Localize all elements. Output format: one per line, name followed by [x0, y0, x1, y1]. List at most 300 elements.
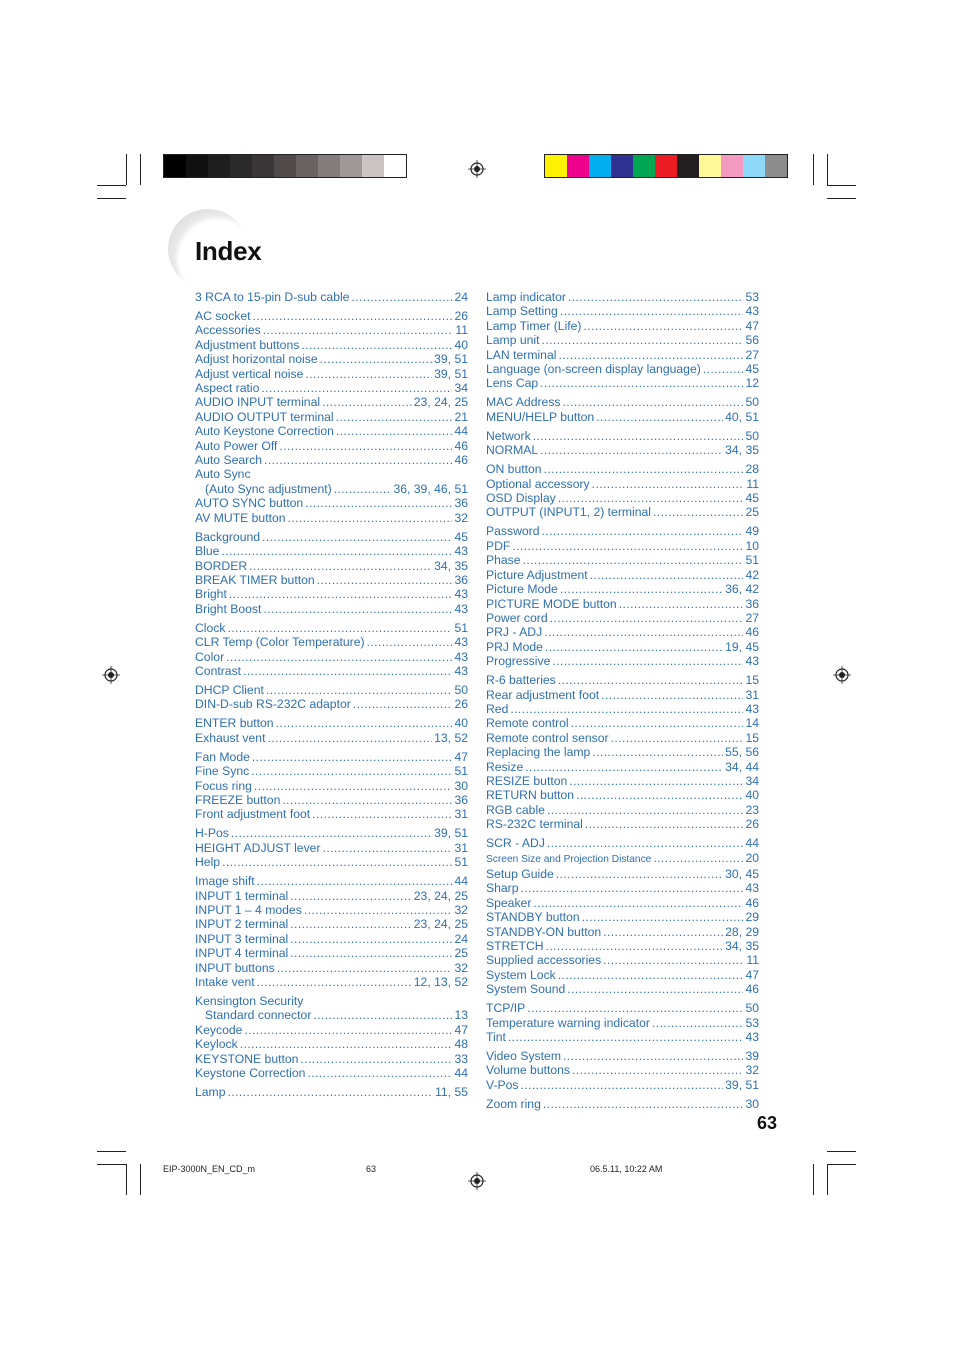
index-entry-label: H-Pos	[195, 826, 229, 841]
index-entry-page: 46	[745, 895, 759, 910]
dot-leader	[590, 568, 744, 582]
index-entry-label: RGB cable	[486, 802, 545, 817]
index-entry-label: Adjust vertical noise	[195, 366, 304, 381]
index-entry-label: FREEZE button	[195, 792, 281, 807]
dot-leader	[601, 688, 743, 702]
index-entry	[195, 731, 468, 745]
dot-leader	[307, 1066, 452, 1080]
index-entry	[486, 348, 759, 362]
index-entry-label: Clock	[195, 620, 226, 635]
index-entry	[195, 530, 468, 544]
registration-mark-icon	[468, 1172, 486, 1190]
index-entry	[486, 851, 759, 867]
index-entry	[195, 903, 468, 917]
index-entry-label: NORMAL	[486, 443, 539, 458]
dot-leader	[276, 716, 453, 730]
index-entry-page: 23, 24, 25	[413, 888, 468, 903]
index-entry-page: 11	[746, 476, 759, 491]
dot-leader	[546, 939, 724, 953]
index-entry-label: Adjust horizontal noise	[195, 352, 318, 367]
process-color-bar	[544, 154, 788, 178]
index-entry	[486, 731, 759, 745]
index-entry	[195, 453, 468, 467]
index-entry	[195, 559, 468, 573]
index-entry	[195, 1023, 468, 1037]
index-entry	[195, 410, 468, 424]
index-entry-label: PICTURE MODE button	[486, 596, 617, 611]
index-entry	[486, 477, 759, 491]
dot-leader	[290, 889, 412, 903]
index-entry	[195, 621, 468, 635]
index-entry-page: 50	[745, 1001, 759, 1016]
dot-leader	[222, 855, 452, 869]
color-swatch	[252, 155, 274, 177]
index-entry-label: CLR Temp (Color Temperature)	[195, 635, 365, 650]
dot-leader	[336, 410, 453, 424]
index-entry	[486, 625, 759, 639]
index-entry-page: 13	[454, 1008, 468, 1023]
index-entry-label: Screen Size and Projection Distance	[486, 853, 652, 865]
index-entry-page: 51	[745, 553, 759, 568]
index-entry-label: Contrast	[195, 663, 242, 678]
index-entry	[195, 602, 468, 616]
index-entry-label: Exhaust vent	[195, 730, 266, 745]
index-entry-page: 24	[454, 290, 468, 304]
dot-leader	[304, 903, 453, 917]
index-entry	[486, 395, 759, 409]
index-entry	[195, 544, 468, 558]
index-entry	[486, 925, 759, 939]
index-entry	[486, 539, 759, 553]
page-number: 63	[757, 1113, 778, 1133]
index-entry-page: 10	[745, 538, 759, 553]
dot-leader	[567, 982, 743, 996]
dot-leader	[261, 381, 452, 395]
index-entry-page: 40	[454, 716, 468, 731]
index-entry-page: 43	[745, 304, 759, 319]
dot-leader	[545, 640, 723, 654]
dot-leader	[312, 807, 452, 821]
index-entry-page: 11	[455, 323, 468, 338]
index-entry-label: Lamp Setting	[486, 304, 558, 319]
dot-leader	[558, 968, 744, 982]
index-entry-page: 51	[454, 620, 468, 635]
index-entry	[195, 309, 468, 323]
index-entry-page: 43	[454, 635, 468, 650]
index-entry-label: Lamp	[195, 1085, 226, 1100]
dot-leader	[267, 731, 432, 745]
index-entry-label: INPUT 1 terminal	[195, 888, 289, 903]
index-entry	[195, 496, 468, 510]
index-entry-label: Picture Adjustment	[486, 567, 588, 582]
index-entry-page: 14	[745, 716, 759, 731]
index-entry	[195, 511, 468, 525]
color-swatch	[230, 155, 252, 177]
dot-leader	[584, 319, 744, 333]
index-entry-label: Video System	[486, 1049, 561, 1064]
dot-leader	[543, 1097, 744, 1111]
index-entry-page: 12, 13, 52	[413, 975, 468, 990]
index-entry	[195, 352, 468, 366]
index-entry-label: ON button	[486, 462, 542, 477]
index-entry	[486, 939, 759, 953]
index-entry	[486, 376, 759, 390]
dot-leader	[703, 362, 744, 376]
index-entry-label: DIN-D-sub RS-232C adaptor	[195, 697, 351, 712]
index-entry-page: 23	[745, 802, 759, 817]
index-entry	[486, 1030, 759, 1044]
index-entry	[195, 424, 468, 438]
index-entry-page: 31	[745, 687, 759, 702]
dot-leader	[228, 1085, 434, 1099]
dot-leader	[592, 477, 745, 491]
index-entry-label: Resize	[486, 759, 524, 774]
dot-leader	[547, 803, 744, 817]
index-entry-page: 29	[745, 910, 759, 925]
index-entry	[195, 750, 468, 764]
index-entry	[195, 994, 468, 1008]
index-entry	[486, 881, 759, 895]
index-entry-label: Keystone Correction	[195, 1066, 306, 1081]
index-entry-page: 51	[454, 855, 468, 870]
index-entry	[195, 290, 468, 304]
dot-leader	[523, 553, 744, 567]
dot-leader	[512, 539, 743, 553]
index-entry-label: Accessories	[195, 323, 261, 338]
index-entry-page: 31	[454, 807, 468, 822]
index-entry	[486, 654, 759, 668]
index-entry-label: Setup Guide	[486, 867, 554, 881]
index-entry	[486, 788, 759, 802]
index-entry	[486, 568, 759, 582]
index-entry-page: 25	[454, 946, 468, 961]
index-entry-page: 26	[745, 817, 759, 832]
dot-leader	[252, 750, 453, 764]
index-entry	[486, 1049, 759, 1063]
index-entry	[486, 491, 759, 505]
index-entry	[486, 429, 759, 443]
index-entry-page: 47	[454, 749, 468, 764]
index-entry	[195, 439, 468, 453]
index-entry-page: 13, 52	[434, 730, 468, 745]
index-entry-page: 30	[745, 1096, 759, 1111]
index-entry	[486, 760, 759, 774]
index-entry-label: (Auto Sync adjustment)	[205, 481, 332, 496]
index-entry-label: Auto Power Off	[195, 438, 278, 453]
index-entry-label: AC socket	[195, 309, 251, 323]
color-swatch	[208, 155, 230, 177]
index-entry-page: 34	[454, 381, 468, 396]
index-entry-page: 44	[454, 874, 468, 889]
index-entry-page: 50	[745, 428, 759, 443]
dot-leader	[540, 376, 743, 390]
dot-leader	[592, 745, 723, 759]
index-entry-label: Temperature warning indicator	[486, 1015, 650, 1030]
index-entry	[486, 910, 759, 924]
index-entry-label: AV MUTE button	[195, 510, 286, 525]
dot-leader	[576, 788, 743, 802]
index-entry-page: 36	[454, 572, 468, 587]
color-swatch	[296, 155, 318, 177]
index-entry	[195, 482, 468, 496]
dot-leader	[540, 443, 723, 457]
index-entry-page: 26	[454, 697, 468, 712]
index-entry-page: 36	[454, 496, 468, 511]
index-entry-label: Red	[486, 701, 509, 716]
index-entry	[195, 467, 468, 481]
dot-leader	[521, 1078, 724, 1092]
index-entry-page: 44	[454, 1066, 468, 1081]
index-entry-label: HEIGHT ADJUST lever	[195, 840, 321, 855]
index-entry-page: 27	[745, 347, 759, 362]
index-entry-page: 19, 45	[725, 639, 759, 654]
dot-leader	[323, 841, 453, 855]
index-entry-page: 50	[454, 682, 468, 697]
dot-leader	[544, 462, 744, 476]
index-entry-label: Fan Mode	[195, 749, 250, 764]
index-entry-label: Aspect ratio	[195, 381, 260, 396]
index-entry	[195, 381, 468, 395]
index-entry-page: 34	[745, 773, 759, 788]
index-entry-label: Auto Keystone Correction	[195, 424, 334, 439]
index-entry-page: 32	[454, 510, 468, 525]
index-entry	[195, 807, 468, 821]
color-swatch	[567, 155, 589, 177]
index-entry-page: 39, 51	[434, 352, 468, 367]
index-entry-page: 20	[745, 850, 759, 865]
dot-leader	[251, 764, 452, 778]
dot-leader	[244, 1023, 452, 1037]
index-entry-label: TCP/IP	[486, 1001, 526, 1016]
index-entry-label: Color	[195, 649, 225, 664]
index-entry-page: 43	[745, 1030, 759, 1045]
index-entry	[486, 803, 759, 817]
dot-leader	[301, 338, 452, 352]
index-entry-page: 11, 55	[435, 1085, 468, 1100]
index-entry-page: 49	[745, 524, 759, 539]
index-entry-page: 36	[454, 792, 468, 807]
index-entry-page: 47	[745, 967, 759, 982]
index-entry	[486, 702, 759, 716]
color-swatch	[164, 155, 186, 177]
dot-leader	[560, 304, 744, 318]
index-entry-label: Volume buttons	[486, 1063, 571, 1078]
dot-leader	[563, 395, 744, 409]
color-swatch	[655, 155, 677, 177]
index-entry-label: RETURN button	[486, 788, 575, 803]
index-column-left	[195, 290, 468, 1099]
index-entry	[195, 587, 468, 601]
dot-leader	[652, 1016, 744, 1030]
index-entry-label: MAC Address	[486, 395, 561, 410]
dot-leader	[313, 1008, 452, 1022]
index-entry-label: Focus ring	[195, 778, 252, 793]
index-entry-label: Bright Boost	[195, 601, 262, 616]
index-entry-label: 3 RCA to 15-pin D-sub cable	[195, 290, 350, 304]
index-entry-label: Optional accessory	[486, 476, 590, 491]
index-entry-label: RS-232C terminal	[486, 817, 583, 832]
index-entry-page: 51	[454, 764, 468, 779]
index-entry-label: R-6 batteries	[486, 673, 556, 688]
dot-leader	[334, 482, 392, 496]
dot-leader	[552, 654, 743, 668]
index-entry-label: BREAK TIMER button	[195, 572, 315, 587]
index-entry-page: 46	[454, 438, 468, 453]
color-swatch	[743, 155, 765, 177]
index-entry-page: 32	[454, 960, 468, 975]
dot-leader	[229, 587, 453, 601]
index-entry-label: INPUT 2 terminal	[195, 917, 289, 932]
index-entry-page: 53	[745, 1015, 759, 1030]
dot-leader	[282, 793, 452, 807]
dot-leader	[603, 925, 723, 939]
dot-leader	[596, 410, 723, 424]
dot-leader	[560, 582, 723, 596]
index-entry	[195, 961, 468, 975]
index-entry-page: 40	[745, 788, 759, 803]
dot-leader	[556, 867, 723, 881]
dot-leader	[254, 779, 453, 793]
dot-leader	[221, 544, 452, 558]
color-swatch	[677, 155, 699, 177]
index-entry-page: 15	[745, 673, 759, 688]
dot-leader	[243, 664, 452, 678]
index-entry	[486, 553, 759, 567]
index-entry-page: 28	[745, 462, 759, 477]
dot-leader	[277, 961, 453, 975]
index-entry-label: Supplied accessories	[486, 953, 602, 968]
index-entry-page: 23, 24, 25	[413, 395, 468, 410]
dot-leader	[568, 290, 743, 304]
dot-leader	[288, 511, 453, 525]
index-entry-label: AUDIO OUTPUT terminal	[195, 409, 334, 424]
index-entry	[195, 855, 468, 869]
grayscale-color-bar	[163, 154, 407, 178]
index-entry	[486, 1078, 759, 1092]
index-entry-page: 43	[454, 544, 468, 559]
registration-mark-icon	[102, 666, 120, 684]
color-swatch	[318, 155, 340, 177]
index-entry-label: KEYSTONE button	[195, 1051, 299, 1066]
index-entry-page: 44	[454, 424, 468, 439]
dot-leader	[653, 851, 743, 865]
index-entry	[486, 867, 759, 881]
dot-leader	[317, 573, 453, 587]
index-entry-page: 43	[745, 881, 759, 896]
index-entry	[195, 917, 468, 931]
index-entry	[195, 932, 468, 946]
index-entry-label: Remote control sensor	[486, 730, 609, 745]
index-entry	[486, 443, 759, 457]
page-title: Index	[195, 236, 262, 266]
index-entry-page: 30	[454, 778, 468, 793]
color-swatch	[589, 155, 611, 177]
index-entry	[195, 716, 468, 730]
index-entry-page: 43	[745, 654, 759, 669]
index-entry	[195, 395, 468, 409]
index-entry-page: 39, 51	[434, 366, 468, 381]
dot-leader	[264, 453, 452, 467]
index-entry	[195, 779, 468, 793]
index-entry-page: 26	[454, 309, 468, 323]
index-entry-label: Blue	[195, 544, 220, 559]
index-entry-page: 40, 51	[725, 409, 759, 424]
dot-leader	[263, 602, 452, 616]
index-entry-page: 30, 45	[725, 867, 759, 881]
index-entry	[486, 968, 759, 982]
index-entry-label: Help	[195, 855, 221, 870]
index-entry	[195, 1008, 468, 1022]
index-entry-page: 43	[454, 601, 468, 616]
dot-leader	[266, 683, 453, 697]
index-entry-label: Password	[486, 524, 540, 539]
index-entry-label: Rear adjustment foot	[486, 687, 600, 702]
index-entry-label: AUTO SYNC button	[195, 496, 304, 511]
dot-leader	[527, 1001, 743, 1015]
index-entry	[195, 841, 468, 855]
index-entry	[195, 826, 468, 840]
index-entry-label: Remote control	[486, 716, 569, 731]
index-entry-label: V-Pos	[486, 1077, 519, 1092]
index-entry	[195, 1037, 468, 1051]
index-entry-page: 27	[745, 610, 759, 625]
index-entry-label: Language (on-screen display language)	[486, 362, 701, 377]
index-entry-page: 45	[454, 529, 468, 544]
index-entry	[195, 1052, 468, 1066]
dot-leader	[510, 702, 743, 716]
color-swatch	[186, 155, 208, 177]
index-entry-label: Network	[486, 428, 531, 443]
index-entry-label: BORDER	[195, 558, 248, 573]
index-entry-label: PRJ Mode	[486, 639, 543, 654]
index-entry-label: OSD Display	[486, 491, 556, 506]
index-entry	[195, 889, 468, 903]
index-entry-label: Auto Sync	[195, 467, 251, 482]
dot-leader	[508, 1030, 744, 1044]
index-entry-page: 39	[745, 1049, 759, 1064]
dot-leader	[542, 524, 744, 538]
index-entry-label: System Sound	[486, 982, 566, 997]
dot-leader	[569, 774, 743, 788]
index-entry-label: AUDIO INPUT terminal	[195, 395, 321, 410]
color-swatch	[545, 155, 567, 177]
index-entry-page: 34, 35	[725, 939, 759, 954]
color-swatch	[699, 155, 721, 177]
index-entry-page: 36	[745, 596, 759, 611]
index-entry	[486, 1097, 759, 1111]
dot-leader	[533, 896, 743, 910]
dot-leader	[290, 946, 452, 960]
index-entry	[486, 774, 759, 788]
color-swatch	[611, 155, 633, 177]
index-entry-label: INPUT 3 terminal	[195, 931, 289, 946]
index-entry	[195, 975, 468, 989]
dot-leader	[619, 597, 744, 611]
dot-leader	[300, 1052, 452, 1066]
dot-leader	[550, 611, 744, 625]
index-entry	[195, 697, 468, 711]
dot-leader	[263, 323, 454, 337]
index-entry	[486, 597, 759, 611]
index-entry	[195, 650, 468, 664]
index-entry	[486, 304, 759, 318]
index-entry	[195, 683, 468, 697]
index-entry-page: 25	[745, 505, 759, 520]
dot-leader	[231, 826, 432, 840]
index-entry-page: 55, 56	[725, 745, 759, 760]
index-entry	[486, 640, 759, 654]
index-entry-page: 44	[745, 836, 759, 851]
